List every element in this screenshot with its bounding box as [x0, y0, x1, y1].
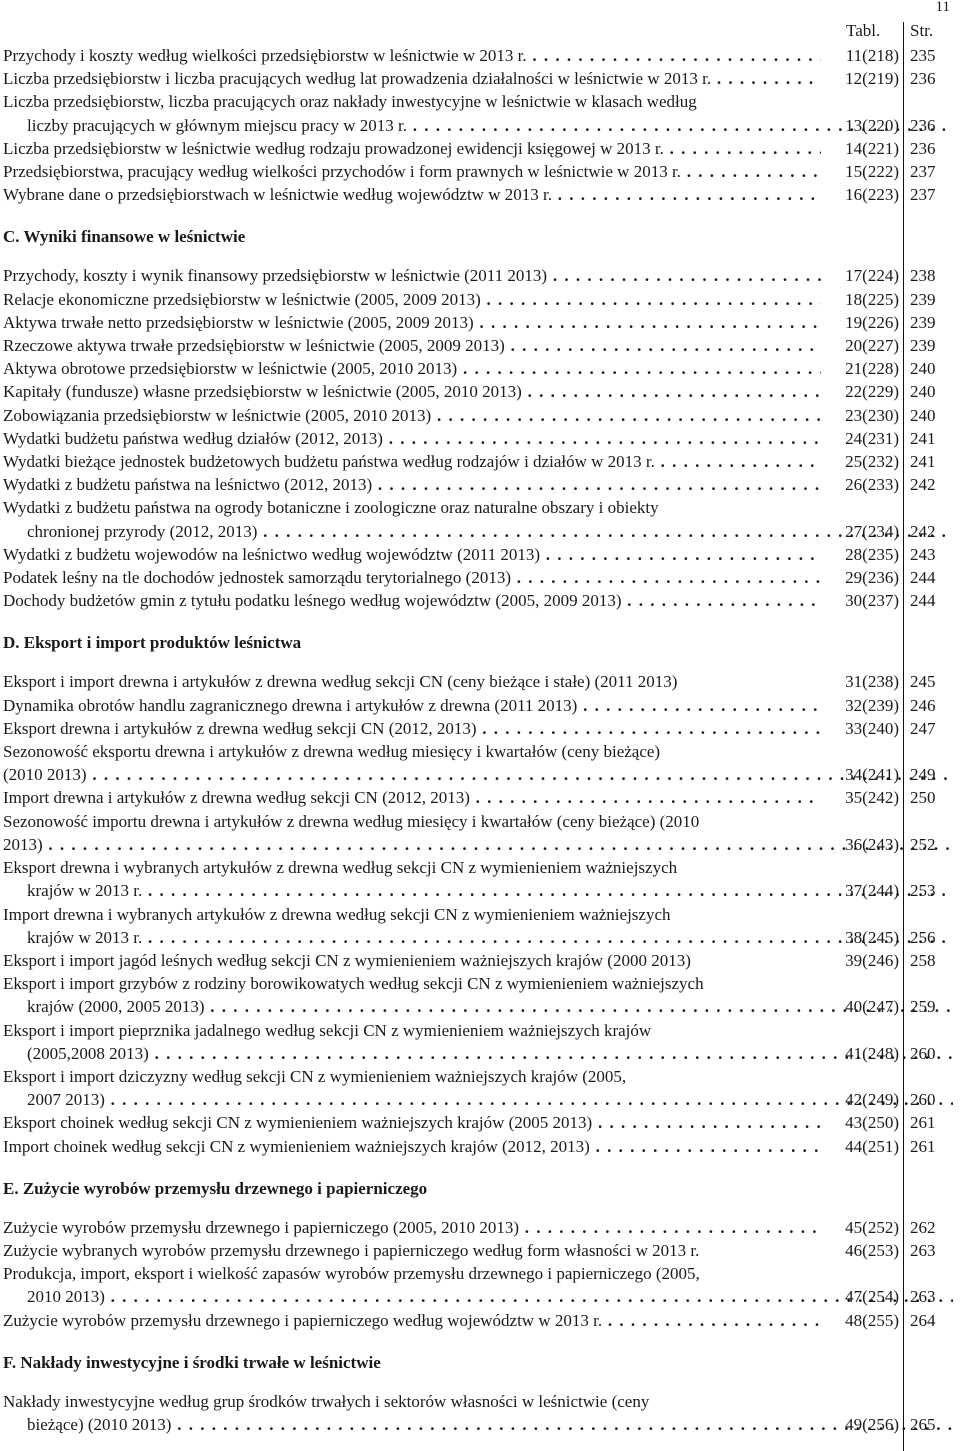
toc-entry-page-number: 261 — [910, 1136, 936, 1156]
toc-entry — [3, 137, 953, 160]
toc-entry — [3, 972, 953, 1018]
toc-entry-page-number: 239 — [910, 289, 936, 309]
toc-entry — [3, 90, 953, 136]
toc-entry-page-number: 238 — [910, 266, 936, 286]
toc-entry — [3, 1111, 953, 1134]
toc-group-d — [3, 670, 953, 1157]
toc-entry-page-number: 244 — [910, 568, 936, 588]
toc-entry-page-number: 260 — [910, 1043, 936, 1063]
toc-entry-title: Aktywa obrotowe przedsiębiorstw w leśnictwie (2005, 2010 2013) . . . — [3, 357, 821, 380]
toc-entry-title: Sezonowość eksportu drewna i artykułów z drewna według miesięcy i kwartałów (ceny bieżące) — [3, 742, 661, 762]
toc-entry-title: Import choinek według sekcji CN z wymienieniem ważniejszych krajów (2012, 2013) . . . — [3, 1135, 821, 1158]
toc-entry-title: Przedsiębiorstwa, pracujący według wielkości przychodów i form prawnych w leśnictwie w 2013 r. . . . — [3, 160, 821, 183]
column-headers — [0, 21, 960, 43]
toc-entry-table-number: 47(254) — [845, 1287, 899, 1307]
toc-entry-page-number: 260 — [910, 1090, 936, 1110]
toc-entry-page-number: 240 — [910, 405, 936, 425]
toc-entry-title: Wydatki z budżetu wojewodów na leśnictwo według województw (2011 2013) . . . — [3, 543, 821, 566]
toc-entry-table-number: 46(253) — [845, 1240, 899, 1260]
toc-entry-table-number: 16(223) — [845, 185, 899, 205]
toc-entry-title: Eksport i import drewna i artykułów z drewna według sekcji CN (ceny bieżące i stałe) (2011 2013) — [3, 672, 678, 692]
toc-entry-title-continued: (2010 2013) . . . — [3, 763, 953, 786]
toc-entry — [3, 694, 953, 717]
toc-entry-page-number: 244 — [910, 591, 936, 611]
toc-entry — [3, 856, 953, 902]
toc-entry-title-continued: krajów w 2013 r. . . . — [3, 926, 953, 949]
toc-entry-table-number: 11(218) — [845, 46, 899, 65]
toc-entry-table-number: 41(248) — [845, 1043, 899, 1063]
toc-entry-table-number: 36(243) — [845, 834, 899, 854]
toc-entry-title: Zużycie wyrobów przemysłu drzewnego i papierniczego (2005, 2010 2013) . . . — [3, 1216, 821, 1239]
toc-entry-title: Eksport i import jagód leśnych według sekcji CN z wymienieniem ważniejszych krajów (2000 2013) — [3, 950, 691, 970]
toc-entry-title: Dynamika obrotów handlu zagranicznego drewna i artykułów z drewna (2011 2013) . . . — [3, 694, 821, 717]
toc-entry-page-number: 246 — [910, 695, 936, 715]
toc-entry-page-number: 236 — [910, 138, 936, 158]
toc-entry — [3, 903, 953, 949]
toc-entry-title: Eksport drewna i artykułów z drewna według sekcji CN (2012, 2013) . . . — [3, 717, 821, 740]
toc-entry-table-number: 13(220) — [845, 115, 899, 135]
toc-entry — [3, 810, 953, 856]
header-tabl: Tabl. — [846, 21, 881, 40]
toc-entry-table-number: 33(240) — [845, 718, 899, 738]
toc-entry — [3, 357, 953, 380]
toc-entry-page-number: 235 — [910, 46, 936, 65]
toc-entry-title: Wydatki budżetu państwa według działów (2012, 2013) . . . — [3, 427, 821, 450]
toc-entry-title-continued: 2007 2013) . . . — [3, 1088, 953, 1111]
toc-entry-table-number: 40(247) — [845, 997, 899, 1017]
toc-entry-title: Import drewna i artykułów z drewna według sekcji CN (2012, 2013) . . . — [3, 786, 821, 809]
toc-entry-page-number: 252 — [910, 834, 936, 854]
toc-entry-page-number: 236 — [910, 115, 936, 135]
toc-entry-title: Zużycie wyrobów przemysłu drzewnego i papierniczego według województw w 2013 r. . . . — [3, 1309, 821, 1332]
toc-entry-title: Eksport i import pieprznika jadalnego według sekcji CN z wymienieniem ważniejszych krajów — [3, 1020, 652, 1040]
toc-entry-title-continued: (2005,2008 2013) . . . — [3, 1042, 953, 1065]
toc-entry-page-number: 263 — [910, 1240, 936, 1260]
toc-entry-table-number: 28(235) — [845, 544, 899, 564]
toc-group-e — [3, 1216, 953, 1332]
toc-entry — [3, 183, 953, 206]
toc-entry-page-number: 240 — [910, 382, 936, 402]
toc-entry-title: Wydatki bieżące jednostek budżetowych budżetu państwa według rodzajów i działów w 2013 r. . . . — [3, 450, 821, 473]
toc-entry — [3, 380, 953, 403]
toc-entry-title: Rzeczowe aktywa trwałe przedsiębiorstw w leśnictwie (2005, 2009 2013) . . . — [3, 334, 821, 357]
toc-entry-table-number: 23(230) — [845, 405, 899, 425]
toc-entry — [3, 288, 953, 311]
toc-entry-title: Eksport drewna i wybranych artykułów z drewna według sekcji CN z wymienieniem ważniejszych — [3, 858, 678, 878]
toc-entry-table-number: 32(239) — [845, 695, 899, 715]
toc-entry-table-number: 27(234) — [845, 521, 899, 541]
toc-entry-table-number: 19(226) — [845, 312, 899, 332]
toc-entry — [3, 949, 953, 972]
toc-entry — [3, 264, 953, 287]
toc-entry-table-number: 20(227) — [845, 336, 899, 356]
toc-entry-title: Aktywa trwałe netto przedsiębiorstw w leśnictwie (2005, 2009 2013) . . . — [3, 311, 821, 334]
toc-entry-title: Zużycie wybranych wyrobów przemysłu drzewnego i papierniczego według form własności w 2013 r. — [3, 1240, 700, 1260]
toc-entry-title: Liczba przedsiębiorstw i liczba pracujących według lat prowadzenia działalności w leśnictwie w 2013 r. . . . — [3, 67, 821, 90]
toc-entry-title: Przychody i koszty według wielkości przedsiębiorstw w leśnictwie w 2013 r. . . . — [3, 44, 821, 67]
toc-entry-title: Podatek leśny na tle dochodów jednostek samorządu terytorialnego (2013) . . . — [3, 566, 821, 589]
toc-entry-page-number: 242 — [910, 475, 936, 495]
toc-entry-page-number: 259 — [910, 997, 936, 1017]
toc-entry-table-number: 31(238) — [845, 672, 899, 692]
toc-entry — [3, 1216, 953, 1239]
toc-entry-page-number: 237 — [910, 185, 936, 205]
toc-entry-page-number: 261 — [910, 1113, 936, 1133]
toc-entry-page-number: 242 — [910, 521, 936, 541]
toc-entry — [3, 670, 953, 693]
toc-entry-title: Liczba przedsiębiorstw, liczba pracujących oraz nakłady inwestycyjne w leśnictwie w klasach według — [3, 92, 697, 112]
toc-entry-page-number: 236 — [910, 69, 936, 89]
toc-entry — [3, 496, 953, 542]
toc-entry-table-number: 34(241) — [845, 765, 899, 785]
toc-entry-title: Eksport choinek według sekcji CN z wymienieniem ważniejszych krajów (2005 2013) . . . — [3, 1111, 821, 1134]
toc-entry-title-continued: krajów (2000, 2005 2013) . . . — [3, 995, 953, 1018]
toc-entry-table-number: 24(231) — [845, 428, 899, 448]
toc-entry-table-number: 14(221) — [845, 138, 899, 158]
toc-entry-title: Relacje ekonomiczne przedsiębiorstw w leśnictwie (2005, 2009 2013) . . . — [3, 288, 821, 311]
toc-entry — [3, 473, 953, 496]
toc-entry-title: Kapitały (fundusze) własne przedsiębiorstw w leśnictwie (2005, 2010 2013) . . . — [3, 380, 821, 403]
toc-entry-table-number: 39(246) — [845, 950, 899, 970]
toc-entry-table-number: 17(224) — [845, 266, 899, 286]
page-number: 11 — [935, 0, 950, 15]
toc-entry — [3, 67, 953, 90]
toc-entry — [3, 450, 953, 473]
toc-entry-table-number: 29(236) — [845, 568, 899, 588]
section-f-heading: F. Nakłady inwestycyjne i środki trwałe w leśnictwie — [3, 1352, 381, 1372]
toc-entry-table-number: 44(251) — [845, 1136, 899, 1156]
toc-entry — [3, 1135, 953, 1158]
toc-entry-table-number: 12(219) — [845, 69, 899, 89]
section-d-heading: D. Eksport i import produktów leśnictwa — [3, 633, 302, 653]
toc-group-c — [3, 264, 953, 612]
toc-entry — [3, 786, 953, 809]
toc-entry-page-number: 249 — [910, 765, 936, 785]
toc-entry-table-number: 37(244) — [845, 881, 899, 901]
toc-entry — [3, 717, 953, 740]
toc-entry-page-number: 240 — [910, 359, 936, 379]
section-e-heading: E. Zużycie wyrobów przemysłu drzewnego i papierniczego — [3, 1178, 428, 1198]
toc-group-b — [3, 44, 953, 206]
toc-entry — [3, 1262, 953, 1308]
toc-entry — [3, 160, 953, 183]
toc-entry-title-continued: 2010 2013) . . . — [3, 1285, 953, 1308]
toc-entry-page-number: 239 — [910, 312, 936, 332]
toc-entry — [3, 589, 953, 612]
toc-entry-title: Liczba przedsiębiorstw w leśnictwie według rodzaju prowadzonej ewidencji księgowej w 2013 r. . . . — [3, 137, 821, 160]
toc-entry-page-number: 250 — [910, 788, 936, 808]
toc-entry-page-number: 245 — [910, 672, 936, 692]
toc-entry — [3, 311, 953, 334]
toc-entry-page-number: 265 — [910, 1414, 936, 1434]
toc-entry-page-number: 241 — [910, 452, 936, 472]
toc-entry-page-number: 241 — [910, 428, 936, 448]
toc-entry-table-number: 49(256) — [845, 1414, 899, 1434]
toc-entry-table-number: 45(252) — [845, 1217, 899, 1237]
toc-entry-title-continued: krajów w 2013 r. . . . — [3, 879, 953, 902]
toc-entry-table-number: 15(222) — [845, 162, 899, 182]
toc-entry-page-number: 243 — [910, 544, 936, 564]
toc-entry-title-continued: bieżące) (2010 2013) . . . — [3, 1413, 953, 1436]
toc-entry — [3, 1065, 953, 1111]
toc-entry-title: Dochody budżetów gmin z tytułu podatku leśnego według województw (2005, 2009 2013) . . . — [3, 589, 821, 612]
section-c-heading: C. Wyniki finansowe w leśnictwie — [3, 227, 246, 247]
toc-entry-table-number: 43(250) — [845, 1113, 899, 1133]
toc-entry-title: Produkcja, import, eksport i wielkość zapasów wyrobów przemysłu drzewnego i papierniczego (2005, — [3, 1264, 700, 1284]
toc-entry — [3, 566, 953, 589]
toc-entry-title: Import drewna i wybranych artykułów z drewna według sekcji CN z wymienieniem ważniejszych — [3, 904, 671, 924]
toc-entry-table-number: 30(237) — [845, 591, 899, 611]
toc-entry-title: Przychody, koszty i wynik finansowy przedsiębiorstw w leśnictwie (2011 2013) . . . — [3, 264, 821, 287]
toc-entry-title-continued: chronionej przyrody (2012, 2013) . . . — [3, 520, 953, 543]
toc-entry-table-number: 21(228) — [845, 359, 899, 379]
toc-entry-page-number: 263 — [910, 1287, 936, 1307]
toc-entry-title: Sezonowość importu drewna i artykułów z drewna według miesięcy i kwartałów (ceny bieżące) (2010 — [3, 811, 700, 831]
toc-entry-title: Zobowiązania przedsiębiorstw w leśnictwie (2005, 2010 2013) . . . — [3, 404, 821, 427]
toc-entry-title-continued: liczby pracujących w głównym miejscu pracy w 2013 r. . . . — [3, 114, 953, 137]
toc-entry — [3, 334, 953, 357]
toc-entry-page-number: 247 — [910, 718, 936, 738]
toc-entry-page-number: 253 — [910, 881, 936, 901]
toc-group-f — [3, 1390, 953, 1436]
toc-entry-title: Eksport i import dziczyzny według sekcji CN z wymienieniem ważniejszych krajów (2005, — [3, 1066, 627, 1086]
toc-entry-table-number: 22(229) — [845, 382, 899, 402]
toc-entry-title: Wydatki z budżetu państwa na leśnictwo (2012, 2013) . . . — [3, 473, 821, 496]
toc-entry-table-number: 25(232) — [845, 452, 899, 472]
toc-entry-page-number: 262 — [910, 1217, 936, 1237]
toc-entry-page-number: 264 — [910, 1310, 936, 1330]
toc-entry-table-number: 48(255) — [845, 1310, 899, 1330]
toc-entry-title: Nakłady inwestycyjne według grup środków trwałych i sektorów własności w leśnictwie (ceny — [3, 1391, 650, 1411]
toc-entry — [3, 543, 953, 566]
toc-entry — [3, 1019, 953, 1065]
toc-entry-page-number: 239 — [910, 336, 936, 356]
toc-entry-title: Eksport i import grzybów z rodziny borowikowatych według sekcji CN z wymienieniem ważniejszych — [3, 974, 704, 994]
header-str: Str. — [910, 21, 934, 40]
toc-entry-page-number: 258 — [910, 950, 936, 970]
toc-content — [3, 44, 953, 1436]
toc-entry-table-number: 42(249) — [845, 1090, 899, 1110]
toc-entry-title: Wybrane dane o przedsiębiorstwach w leśnictwie według województw w 2013 r. . . . — [3, 183, 821, 206]
toc-entry — [3, 427, 953, 450]
toc-entry-page-number: 256 — [910, 927, 936, 947]
toc-entry-title: Wydatki z budżetu państwa na ogrody botaniczne i zoologiczne oraz naturalne obszary i obiekty — [3, 498, 659, 518]
toc-entry-table-number: 18(225) — [845, 289, 899, 309]
toc-entry — [3, 44, 953, 67]
toc-entry-page-number: 237 — [910, 162, 936, 182]
toc-entry — [3, 1390, 953, 1436]
toc-entry-table-number: 35(242) — [845, 788, 899, 808]
toc-entry-table-number: 26(233) — [845, 475, 899, 495]
toc-entry — [3, 1309, 953, 1332]
toc-entry — [3, 1239, 953, 1262]
toc-entry-title-continued: 2013) . . . — [3, 833, 953, 856]
toc-entry-table-number: 38(245) — [845, 927, 899, 947]
toc-entry — [3, 740, 953, 786]
toc-entry — [3, 404, 953, 427]
